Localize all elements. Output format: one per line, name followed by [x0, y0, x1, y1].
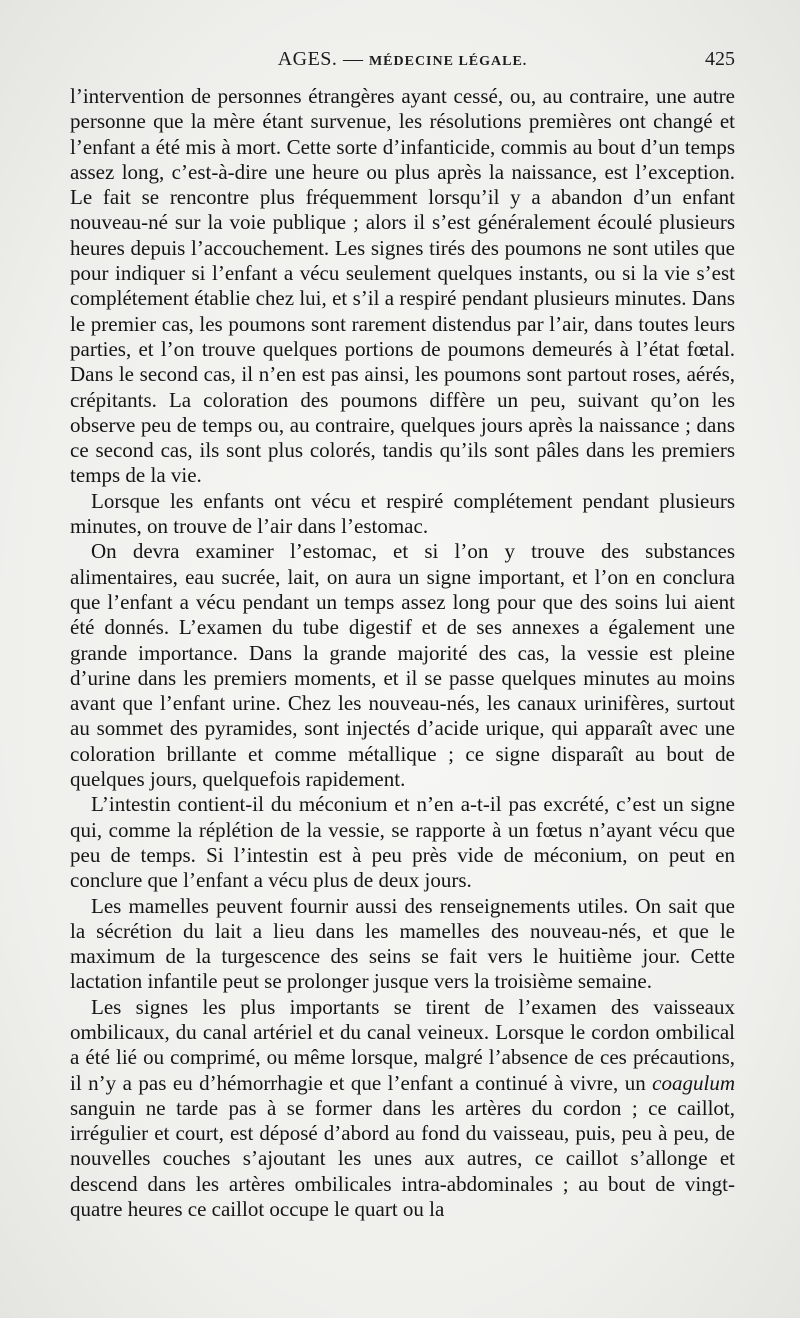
running-title	[70, 48, 735, 71]
running-title-left: AGES.	[277, 48, 338, 70]
page-number: 425	[705, 48, 735, 70]
paragraph-3: On devra examiner l’estomac, et si l’on y trouve des substances alimentaires, eau sucrée, lait, on aura un signe important, et l’on en conclura que l’enfant a vécu pendant un temps assez long pour que des soins lui aient été donnés. L’examen du tube digestif et de ses annexes a également une grande importance. Dans la grande majorité des cas, la vessie est pleine d’urine dans les premiers moments, et il se passe quelques minutes au moins avant que l’enfant urine. Chez les nouveau-nés, les canaux urinifères, surtout au sommet des pyramides, sont injectés d’acide urique, qui apparaît avec une coloration brillante et comme métallique ; ce signe disparaît au bout de quelques jours, quelquefois rapidement.	[70, 539, 735, 792]
running-header	[70, 48, 735, 78]
paragraph-6-italic-term: coagulum	[652, 1070, 735, 1095]
running-title-right: MÉDECINE LÉGALE.	[368, 54, 528, 69]
paragraph-2: Lorsque les enfants ont vécu et respiré complétement pendant plusieurs minutes, on trouve de l’air dans l’estomac.	[70, 488, 735, 539]
paragraph-6	[70, 995, 735, 1223]
body-text	[70, 84, 735, 1222]
paragraph-1: l’intervention de personnes étrangères ayant cessé, ou, au contraire, une autre personne que la mère étant survenue, les résolutions premières ont changé et l’enfant a été mis à mort. Cette sorte d’infanticide, commis au bout d’un temps assez long, c’est-à-dire une heure ou plus après la naissance, est l’exception. Le fait se rencontre plus fréquemment lorsqu’il y a abandon d’un enfant nouveau-né sur la voie publique ; alors il s’est généralement écoulé plusieurs heures depuis l’accouchement. Les signes tirés des poumons ne sont utiles que pour indiquer si l’enfant a vécu seulement quelques instants, ou si la vie s’est complétement établie chez lui, et s’il a respiré pendant plusieurs minutes. Dans le premier cas, les poumons sont rarement distendus par l’air, dans toutes leurs parties, et l’on trouve quelques portions de poumons demeurés à l’état fœtal. Dans le second cas, il n’en est pas ainsi, les poumons sont partout roses, aérés, crépitants. La coloration des poumons diffère un peu, suivant qu’on les observe peu de temps ou, au contraire, quelques jours après la naissance ; dans ce second cas, ils sont plus colorés, tandis qu’ils sont pâles dans les premiers temps de la vie.	[70, 84, 735, 488]
paragraph-6-text-after: sanguin ne tarde pas à se former dans les artères du cordon ; ce caillot, irrégulier et court, est déposé d’abord au fond du vaisseau, puis, peu à peu, de nouvelles couches s’ajoutant les unes aux autres, ce caillot s’allonge et descend dans les artères ombilicales intra-abdominales ; au bout de vingt-quatre heures ce caillot occupe le quart ou la	[70, 1095, 735, 1222]
paragraph-5: Les mamelles peuvent fournir aussi des renseignements utiles. On sait que la sécrétion du lait a lieu dans les mamelles des nouveau-nés, et que le maximum de la turgescence des seins se fait vers le huitième jour. Cette lactation infantile peut se prolonger jusque vers la troisième semaine.	[70, 893, 735, 994]
running-title-dash: —	[342, 48, 364, 70]
paragraph-6-text-before: Les signes les plus importants se tirent de l’examen des vaisseaux ombilicaux, du canal artériel et du canal veineux. Lorsque le cordon ombilical a été lié ou comprimé, ou même lorsque, malgré l’absence de ces précautions, il n’y a pas eu d’hémorrhagie et que l’enfant a continué à vivre, un	[70, 994, 735, 1095]
paragraph-4: L’intestin contient-il du méconium et n’en a-t-il pas excrété, c’est un signe qui, comme la réplétion de la vessie, se rapporte à un fœtus n’ayant vécu que peu de temps. Si l’intestin est à peu près vide de méconium, on peut en conclure que l’enfant a vécu plus de deux jours.	[70, 792, 735, 893]
